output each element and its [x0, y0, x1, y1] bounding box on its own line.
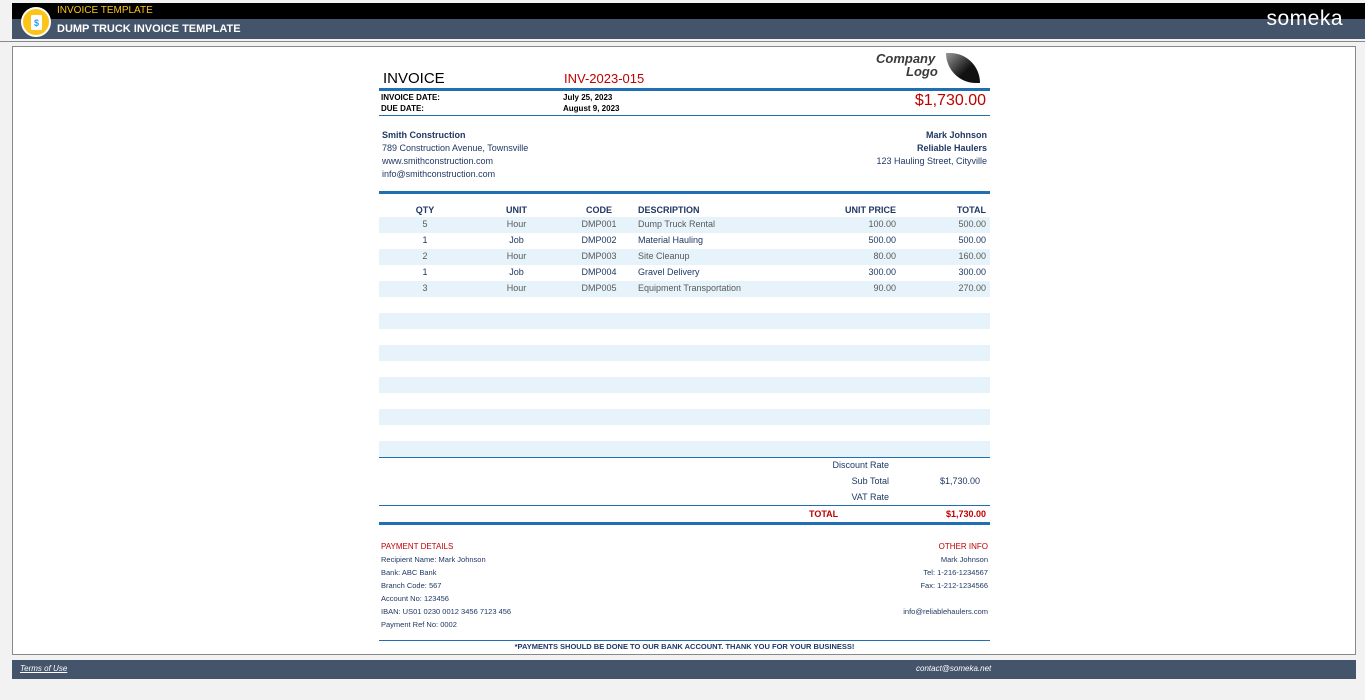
- logo-swoosh-icon: [946, 53, 980, 83]
- header-unit-price: UNIT PRICE: [844, 205, 896, 215]
- header-total: TOTAL: [956, 205, 986, 215]
- cell-code[interactable]: DMP001: [581, 219, 617, 229]
- other-info-email[interactable]: info@reliablehaulers.com: [903, 607, 988, 616]
- empty-table-row[interactable]: [379, 377, 990, 393]
- payment-details-heading: PAYMENT DETAILS: [381, 542, 454, 551]
- company-logo-text-line2: Logo: [906, 64, 938, 79]
- header-code: CODE: [585, 205, 612, 215]
- company-logo[interactable]: [874, 51, 984, 87]
- cell-total: 160.00: [958, 251, 986, 261]
- discount-rate-label: Discount Rate: [832, 460, 889, 470]
- payment-account[interactable]: Account No: 123456: [381, 594, 449, 603]
- cell-qty[interactable]: 1: [422, 235, 428, 245]
- cell-unit-price[interactable]: 300.00: [868, 267, 896, 277]
- other-info-heading: OTHER INFO: [938, 542, 988, 551]
- invoice-date-label: INVOICE DATE:: [381, 93, 440, 102]
- recipient-company[interactable]: Reliable Haulers: [916, 143, 987, 153]
- top-banner: [12, 3, 1365, 39]
- cell-unit[interactable]: Hour: [506, 283, 527, 293]
- table-top-divider: [379, 191, 990, 194]
- payment-ref[interactable]: Payment Ref No: 0002: [381, 620, 457, 629]
- page-title: DUMP TRUCK INVOICE TEMPLATE: [57, 23, 241, 35]
- recipient-block: [876, 129, 987, 168]
- header-unit: UNIT: [506, 205, 527, 215]
- other-info-tel[interactable]: Tel: 1-216-1234567: [923, 568, 988, 577]
- terms-of-use-link[interactable]: Terms of Use: [20, 664, 68, 673]
- cell-unit[interactable]: Job: [509, 235, 524, 245]
- other-info-name[interactable]: Mark Johnson: [940, 555, 988, 564]
- sender-name[interactable]: Smith Construction: [382, 130, 466, 140]
- table-header: [379, 203, 990, 217]
- empty-table-row[interactable]: [379, 409, 990, 425]
- invoice-number[interactable]: INV-2023-015: [564, 71, 645, 86]
- invoice-document: [379, 46, 990, 655]
- other-info-spacer: [903, 592, 988, 605]
- document-icon: $: [31, 15, 42, 30]
- amount-due: $1,730.00: [914, 92, 986, 109]
- cell-code[interactable]: DMP005: [581, 283, 617, 293]
- cell-total: 500.00: [958, 219, 986, 229]
- company-logo-text-line1: Company: [876, 51, 936, 66]
- sender-email[interactable]: info@smithconstruction.com: [382, 169, 496, 179]
- total-divider: [379, 505, 990, 506]
- payment-details: [381, 540, 511, 631]
- subtotal-label: Sub Total: [851, 476, 889, 486]
- cell-unit[interactable]: Hour: [506, 219, 527, 229]
- bottom-bar: [12, 660, 1356, 679]
- cell-unit-price[interactable]: 80.00: [873, 251, 896, 261]
- cell-code[interactable]: DMP004: [581, 267, 617, 277]
- payment-recipient[interactable]: Recipient Name: Mark Johnson: [381, 555, 486, 564]
- someka-logo[interactable]: someka: [1266, 7, 1343, 30]
- cell-unit[interactable]: Job: [509, 267, 524, 277]
- cell-description[interactable]: Site Cleanup: [638, 251, 690, 261]
- empty-table-row[interactable]: [379, 393, 990, 409]
- cell-unit-price[interactable]: 90.00: [873, 283, 896, 293]
- cell-code[interactable]: DMP002: [581, 235, 617, 245]
- cell-code[interactable]: DMP003: [581, 251, 617, 261]
- empty-table-row[interactable]: [379, 329, 990, 345]
- table-row[interactable]: [379, 217, 990, 233]
- cell-qty[interactable]: 1: [422, 267, 428, 277]
- cell-description[interactable]: Dump Truck Rental: [638, 219, 716, 229]
- payment-footer-note: *PAYMENTS SHOULD BE DONE TO OUR BANK ACCOUNT. THANK YOU FOR YOUR BUSINESS!: [514, 642, 855, 651]
- empty-table-row[interactable]: [379, 313, 990, 329]
- due-date-value[interactable]: August 9, 2023: [563, 104, 620, 113]
- table-bottom-divider: [379, 457, 990, 458]
- sender-block: [382, 129, 528, 181]
- invoice-app-icon: [21, 7, 51, 37]
- invoice-title: INVOICE: [383, 70, 445, 87]
- total-value: $1,730.00: [945, 509, 986, 519]
- sender-website[interactable]: www.smithconstruction.com: [382, 156, 494, 166]
- table-row[interactable]: [379, 249, 990, 265]
- due-date-label: DUE DATE:: [381, 104, 424, 113]
- summary-bottom-divider: [379, 522, 990, 525]
- other-info: [903, 540, 988, 618]
- payment-iban[interactable]: IBAN: US01 0230 0012 3456 7123 456: [381, 607, 512, 616]
- empty-table-row[interactable]: [379, 441, 990, 457]
- cell-total: 500.00: [958, 235, 986, 245]
- footer-divider: [379, 640, 990, 641]
- table-row[interactable]: [379, 233, 990, 249]
- payment-bank[interactable]: Bank: ABC Bank: [381, 568, 437, 577]
- header-divider: [0, 41, 1365, 42]
- recipient-address[interactable]: 123 Hauling Street, Cityville: [876, 156, 987, 166]
- recipient-name[interactable]: Mark Johnson: [925, 130, 987, 140]
- empty-table-row[interactable]: [379, 297, 990, 313]
- empty-table-row[interactable]: [379, 345, 990, 361]
- sender-address[interactable]: 789 Construction Avenue, Townsville: [382, 143, 529, 153]
- total-label: TOTAL: [809, 509, 839, 519]
- header-description: DESCRIPTION: [638, 205, 700, 215]
- top-banner-black-strip: [12, 3, 1365, 19]
- header-qty: QTY: [415, 205, 435, 215]
- cell-unit[interactable]: Hour: [506, 251, 527, 261]
- table-row[interactable]: [379, 265, 990, 281]
- title-divider: [379, 88, 990, 91]
- invoice-date-value[interactable]: July 25, 2023: [563, 93, 613, 102]
- table-row[interactable]: [379, 281, 990, 297]
- cell-description[interactable]: Gravel Delivery: [638, 267, 700, 277]
- cell-unit-price[interactable]: 500.00: [868, 235, 896, 245]
- empty-table-row[interactable]: [379, 425, 990, 441]
- template-label: INVOICE TEMPLATE: [57, 5, 153, 16]
- payment-branch[interactable]: Branch Code: 567: [381, 581, 442, 590]
- cell-qty[interactable]: 3: [422, 283, 428, 293]
- cell-total: 300.00: [958, 267, 986, 277]
- date-divider: [379, 115, 990, 116]
- cell-description[interactable]: Material Hauling: [638, 235, 704, 245]
- contact-email-link[interactable]: contact@someka.net: [916, 664, 992, 673]
- cell-unit-price[interactable]: 100.00: [868, 219, 896, 229]
- cell-qty[interactable]: 2: [422, 251, 428, 261]
- cell-total: 270.00: [958, 283, 986, 293]
- subtotal-value: $1,730.00: [939, 476, 980, 486]
- vat-rate-label: VAT Rate: [851, 492, 889, 502]
- cell-qty[interactable]: 5: [422, 219, 428, 229]
- cell-description[interactable]: Equipment Transportation: [638, 283, 742, 293]
- empty-table-row[interactable]: [379, 361, 990, 377]
- other-info-fax[interactable]: Fax: 1-212-1234566: [920, 581, 988, 590]
